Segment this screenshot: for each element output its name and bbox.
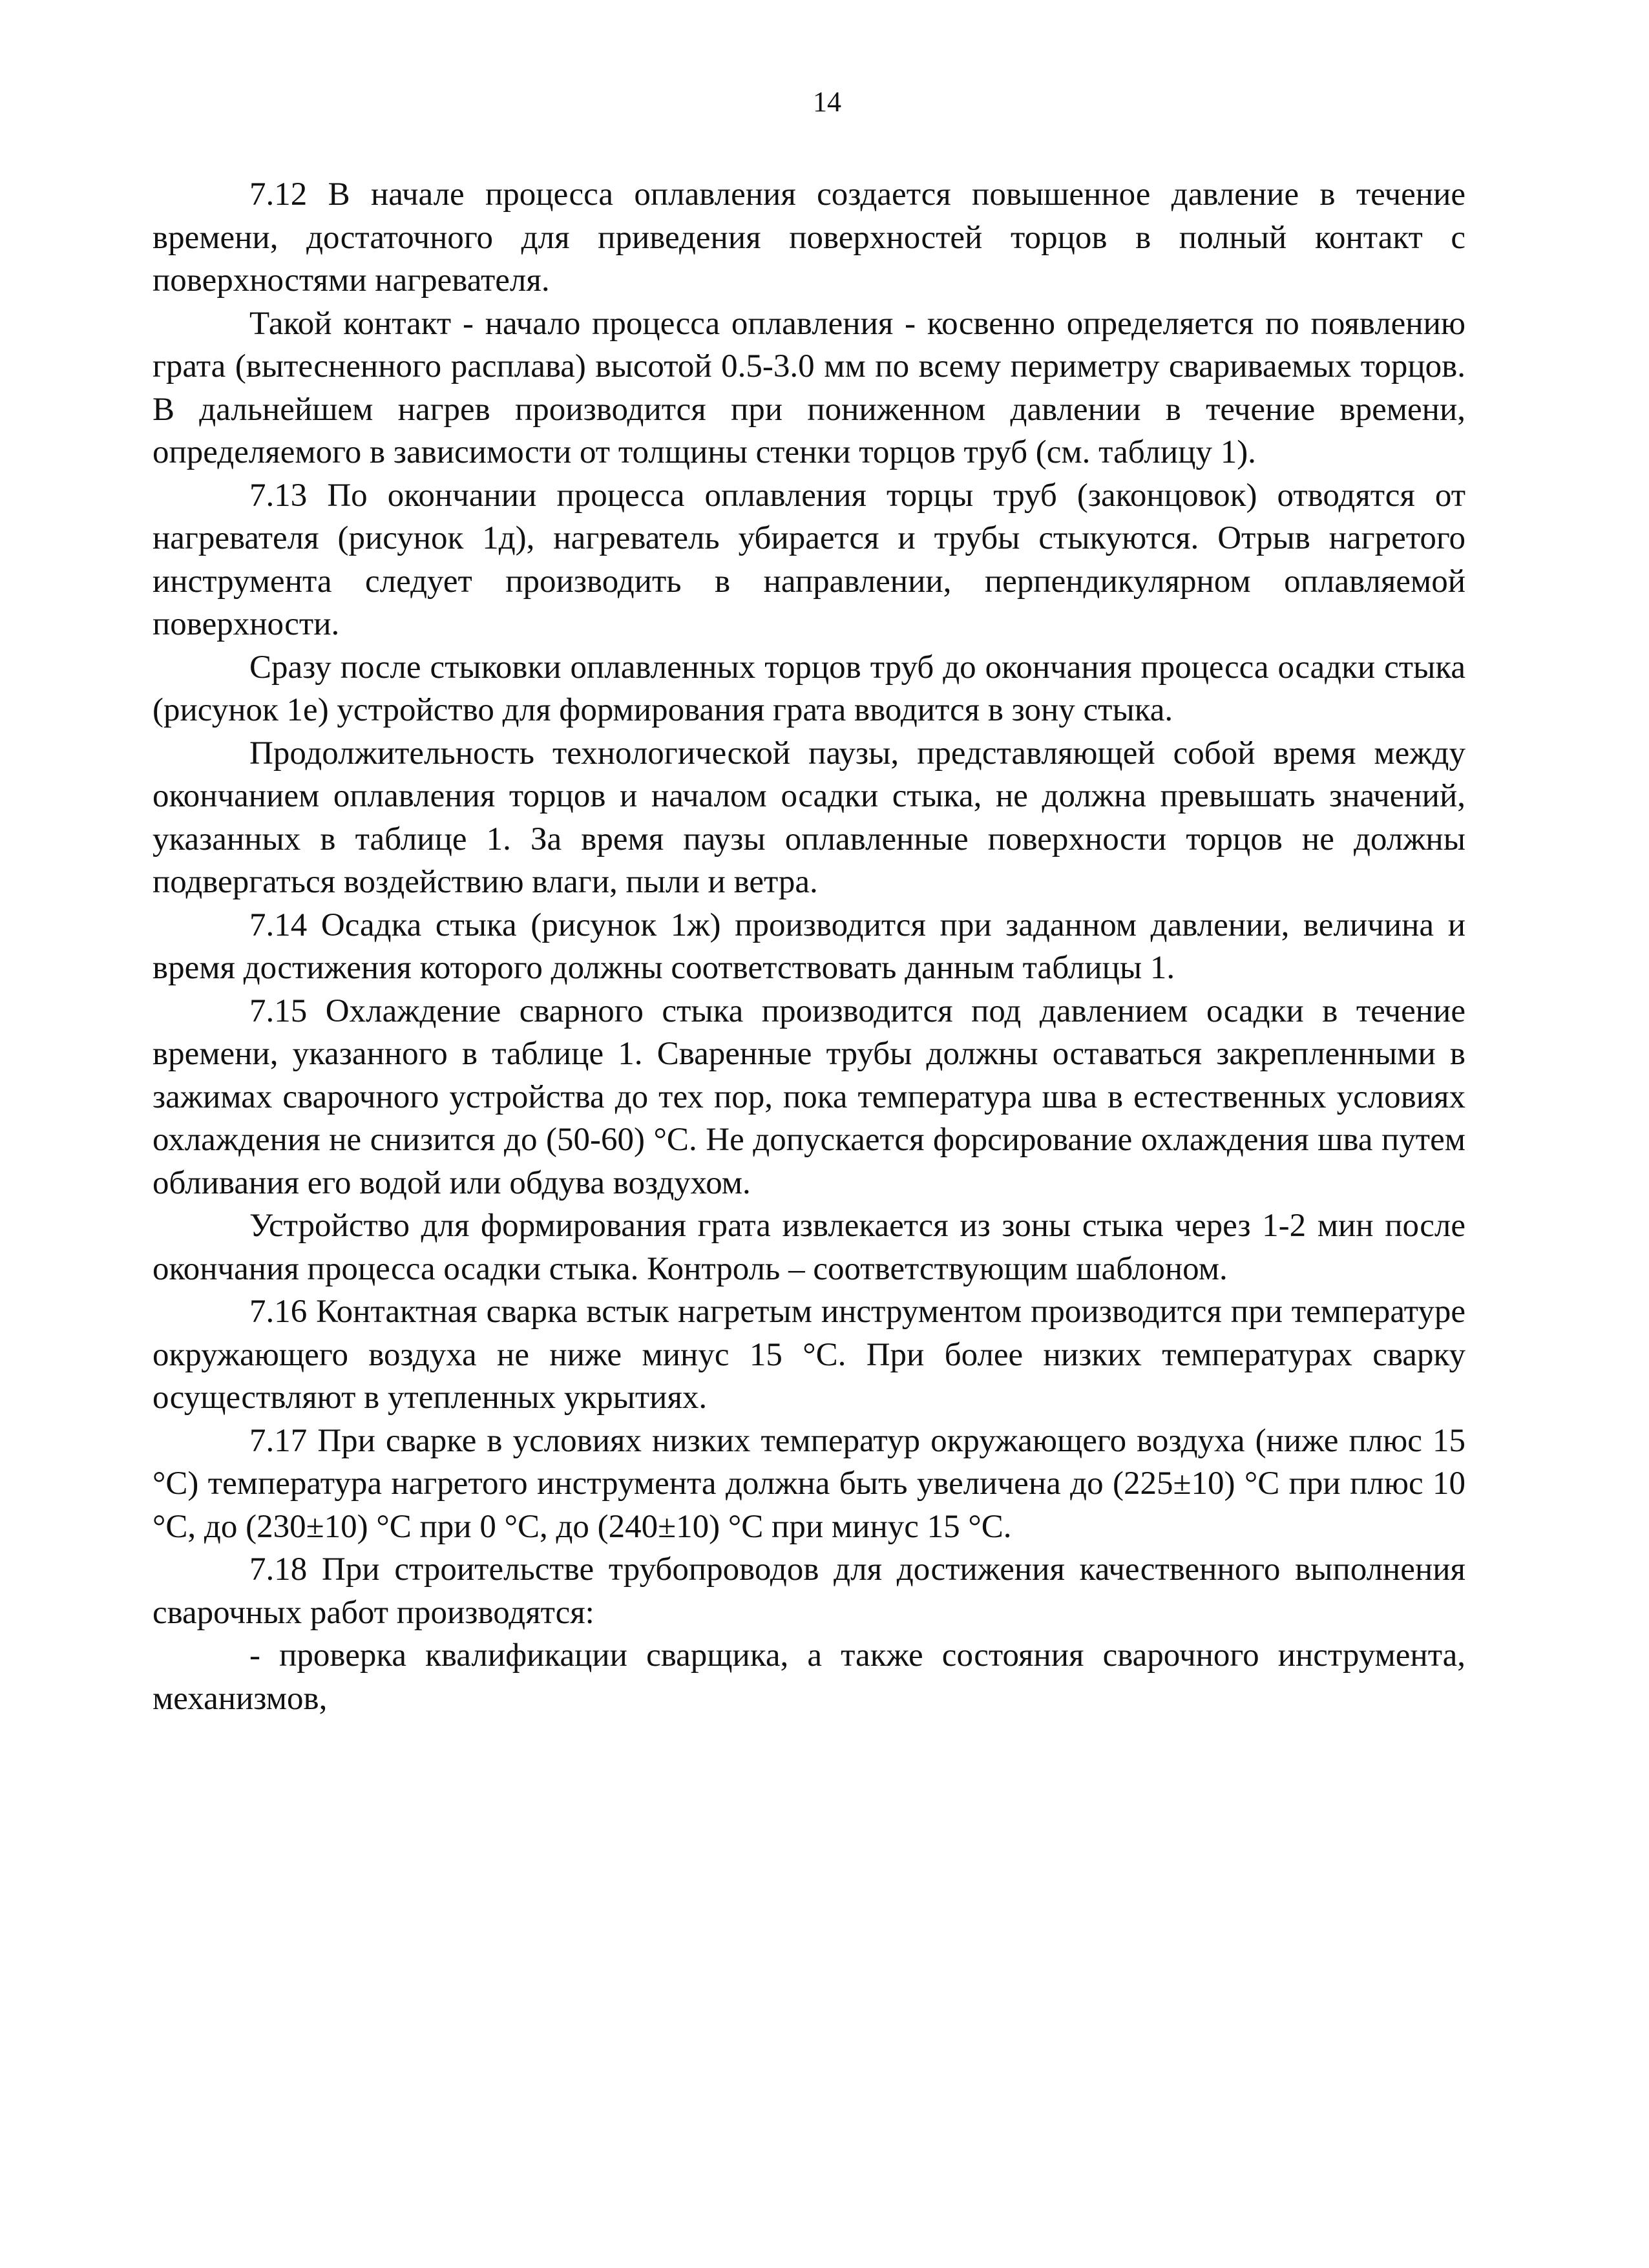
paragraph-bead-device: Устройство для формирования грата извлекается из зоны стыка через 1-2 мин после окончания процесса осадки стыка. Контроль – соответствующим шаблоном.	[152, 1208, 1465, 1287]
paragraph-7-17: 7.17 При сварке в условиях низких температур окружающего воздуха (ниже плюс 15 °С) температура нагретого инструмента должна быть увеличена до (225±10) °С при плюс 10 °С, до (230±10) °С при 0 °С, до (240±10) °С при минус 15 °С.	[152, 1422, 1465, 1545]
paragraph-7-12: 7.12 В начале процесса оплавления создается повышенное давление в течение времени, достаточного для приведения поверхностей торцов в полный контакт с поверхностями нагревателя.	[152, 176, 1465, 299]
paragraph-joining: Сразу после стыковки оплавленных торцов труб до окончания процесса осадки стыка (рисунок 1е) устройство для формирования грата вводится в зону стыка.	[152, 649, 1465, 728]
paragraph-7-13: 7.13 По окончании процесса оплавления торцы труб (законцовок) отводятся от нагревателя (рисунок 1д), нагреватель убирается и трубы стыкуются. Отрыв нагретого инструмента следует производить в направлении, перпендикулярном оплавляемой поверхности.	[152, 477, 1465, 642]
paragraph-7-18: 7.18 При строительстве трубопроводов для достижения качественного выполнения сварочных работ производятся:	[152, 1551, 1465, 1631]
body-text	[152, 173, 1465, 1720]
paragraph-7-16: 7.16 Контактная сварка встык нагретым инструментом производится при температуре окружающего воздуха не ниже минус 15 °С. При более низких температурах сварку осуществляют в утепленных укрытиях.	[152, 1294, 1465, 1416]
page-number: 14	[813, 86, 841, 118]
paragraph-pause-duration: Продолжительность технологической паузы, представляющей собой время между окончанием оплавления торцов и началом осадки стыка, не должна превышать значений, указанных в таблице 1. За время паузы оплавленные поверхности торцов не должны подвергаться воздействию влаги, пыли и ветра.	[152, 735, 1465, 900]
paragraph-contact-start: Такой контакт - начало процесса оплавления - косвенно определяется по появлению грата (вытесненного расплава) высотой 0.5-3.0 мм по всему периметру свариваемых торцов. В дальнейшем нагрев производится при пониженном давлении в течение времени, определяемого в зависимости от толщины стенки торцов труб (см. таблицу 1).	[152, 305, 1465, 470]
paragraph-7-14: 7.14 Осадка стыка (рисунок 1ж) производится при заданном давлении, величина и время достижения которого должны соответствовать данным таблицы 1.	[152, 907, 1465, 986]
paragraph-7-15: 7.15 Охлаждение сварного стыка производится под давлением осадки в течение времени, указанного в таблице 1. Сваренные трубы должны оставаться закрепленными в зажимах сварочного устройства до тех пор, пока температура шва в естественных условиях охлаждения не снизится до (50-60) °С. Не допускается форсирование охлаждения шва путем обливания его водой или обдува воздухом.	[152, 992, 1465, 1201]
list-item-qualification-check: - проверка квалификации сварщика, а также состояния сварочного инструмента, механизмов,	[152, 1637, 1465, 1717]
